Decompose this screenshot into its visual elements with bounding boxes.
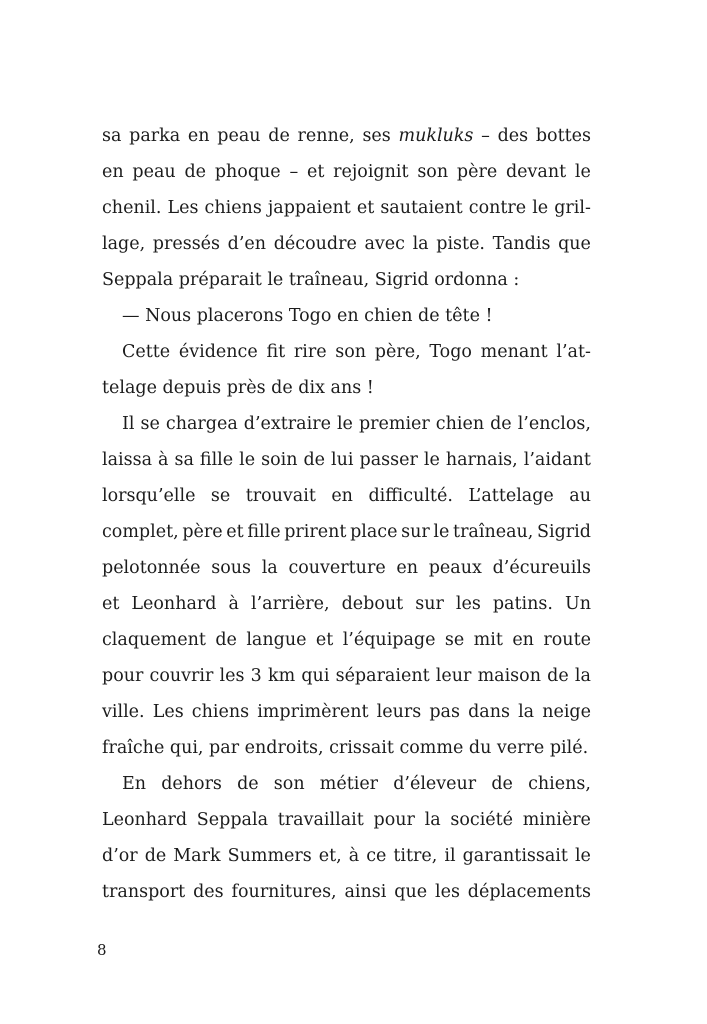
text-line: [102, 370, 591, 406]
word: fraîche qui, par endroits, crissait comme du verre pilé.: [102, 738, 589, 758]
word: de: [144, 846, 167, 866]
word: complet,: [102, 522, 179, 542]
word: trouvait: [245, 486, 316, 506]
word: et: [102, 594, 120, 614]
word: km: [267, 666, 296, 686]
word: pelotonnée: [102, 558, 201, 578]
word: des: [193, 882, 224, 902]
word: pressés: [152, 234, 221, 254]
word: métier: [319, 774, 379, 794]
word: titre,: [393, 846, 438, 866]
word: rire: [293, 342, 327, 362]
word: d’en: [227, 234, 267, 254]
word: de: [268, 126, 290, 146]
word: dans: [468, 702, 510, 722]
word: sautaient: [380, 198, 463, 218]
text-line: [102, 118, 591, 154]
text-line: [102, 694, 591, 730]
word: traîneau,: [453, 522, 534, 542]
word: le: [433, 522, 450, 542]
word: avec: [364, 234, 405, 254]
word: pour: [373, 810, 415, 830]
word: en: [396, 558, 419, 578]
word: d’or: [102, 846, 138, 866]
word: renne,: [297, 126, 355, 146]
word: bottes: [535, 126, 591, 146]
word: Leonhard: [102, 810, 188, 830]
word: l’at-: [556, 342, 591, 362]
word: chargea: [165, 414, 238, 434]
word: maison: [477, 666, 541, 686]
word: d’éleveur: [393, 774, 477, 794]
text-line: [102, 262, 591, 298]
word: Un: [564, 594, 591, 614]
text-line: [102, 442, 591, 478]
word: –: [481, 126, 490, 146]
word: Mark: [173, 846, 221, 866]
word: Tandis: [492, 234, 551, 254]
word: ce: [366, 846, 387, 866]
word: devant: [505, 162, 567, 182]
word: sur: [401, 522, 430, 542]
text-line: [102, 586, 591, 622]
page-number: 8: [97, 941, 107, 959]
word: chiens: [204, 198, 262, 218]
word: –: [289, 162, 299, 182]
word: et: [315, 630, 334, 650]
word: pour: [102, 666, 144, 686]
word: passer: [359, 450, 418, 470]
text-line: [102, 766, 591, 802]
text-line: [102, 334, 591, 370]
word: de: [491, 774, 513, 794]
word: fille: [199, 450, 234, 470]
word: chien: [435, 414, 485, 434]
word: sa: [174, 450, 194, 470]
word: ville.: [102, 702, 145, 722]
word: chenil.: [102, 198, 162, 218]
word: le: [423, 450, 440, 470]
word: père,: [374, 342, 421, 362]
word: difficulté.: [368, 486, 453, 506]
word: telage depuis près de dix ans !: [102, 378, 374, 398]
word: la: [424, 810, 441, 830]
word: les: [434, 882, 460, 902]
word: de: [237, 774, 259, 794]
word: la: [574, 666, 591, 686]
word: dehors: [161, 774, 222, 794]
word: couvrir: [149, 666, 214, 686]
word: déplacements: [467, 882, 591, 902]
word: se: [140, 414, 160, 434]
word: l’arrière,: [250, 594, 330, 614]
word: Summers: [227, 846, 312, 866]
word: et: [306, 162, 325, 182]
word: société: [450, 810, 514, 830]
word: ainsi: [344, 882, 387, 902]
word: de: [215, 630, 237, 650]
word: Seppala préparait le traîneau, Sigrid ordonna :: [102, 270, 520, 290]
word: phoque: [214, 162, 281, 182]
text-line: [102, 190, 591, 226]
word: fournitures,: [231, 882, 337, 902]
word: sous: [211, 558, 251, 578]
text-line: [102, 478, 591, 514]
word: les: [219, 666, 245, 686]
word: place: [350, 522, 398, 542]
word: l’enclos,: [517, 414, 591, 434]
word: langue: [246, 630, 307, 650]
word: le: [574, 162, 591, 182]
text-line: [102, 874, 591, 910]
word: le: [574, 846, 591, 866]
word: soin: [261, 450, 298, 470]
word: prirent: [284, 522, 347, 542]
word: travaillait: [277, 810, 364, 830]
word: transport: [102, 882, 186, 902]
word: son: [417, 162, 449, 182]
word: peau: [132, 162, 176, 182]
word: chiens,: [528, 774, 591, 794]
word: menant: [480, 342, 548, 362]
word: découdre: [273, 234, 357, 254]
word: les: [455, 594, 481, 614]
word: parka: [129, 126, 181, 146]
text-line: [102, 298, 591, 334]
word: imprimèrent: [257, 702, 369, 722]
word: évidence: [178, 342, 258, 362]
word: l’aidant: [523, 450, 591, 470]
word: Togo: [429, 342, 472, 362]
text-line: [102, 730, 591, 766]
text-line: [102, 658, 591, 694]
word: jappaient: [267, 198, 351, 218]
word: rejoignit: [333, 162, 409, 182]
word: couverture: [288, 558, 386, 578]
word: laissa: [102, 450, 153, 470]
word: et: [356, 198, 375, 218]
word: Leonhard: [131, 594, 217, 614]
word: son: [335, 342, 367, 362]
word: que: [558, 234, 591, 254]
word: En: [122, 774, 147, 794]
word: peaux: [428, 558, 482, 578]
word: à: [348, 846, 360, 866]
word: de: [184, 162, 207, 182]
word: peau: [217, 126, 261, 146]
word: gril-: [554, 198, 591, 218]
word: sur: [415, 594, 444, 614]
word: en: [331, 486, 353, 506]
page-body: [102, 118, 591, 910]
word: garantissait: [462, 846, 568, 866]
word: qui: [301, 666, 330, 686]
text-line: [102, 406, 591, 442]
word: la: [412, 234, 429, 254]
word: ses: [362, 126, 391, 146]
word: Les: [152, 702, 184, 722]
word: minière: [522, 810, 591, 830]
word: lage,: [102, 234, 146, 254]
word: père: [456, 162, 498, 182]
word: debout: [341, 594, 404, 614]
word: d’extraire: [243, 414, 331, 434]
word: de: [547, 666, 569, 686]
word: que: [394, 882, 428, 902]
word: pas: [429, 702, 460, 722]
word: la: [261, 558, 278, 578]
word: claquement: [102, 630, 206, 650]
word: leur: [435, 666, 472, 686]
word: en: [512, 630, 534, 650]
word: contre: [468, 198, 527, 218]
word: Il: [122, 414, 135, 434]
word: mit: [473, 630, 503, 650]
word: leurs: [376, 702, 422, 722]
word: mukluks: [398, 126, 474, 146]
word: des: [497, 126, 529, 146]
word: père: [182, 522, 223, 542]
text-line: [102, 514, 591, 550]
text-line: [102, 154, 591, 190]
word: lui: [331, 450, 354, 470]
word: à: [228, 594, 239, 614]
text-line: [102, 838, 591, 874]
word: de: [490, 414, 512, 434]
word: fille: [247, 522, 281, 542]
word: piste.: [436, 234, 485, 254]
word: et: [226, 522, 244, 542]
text-line: [102, 622, 591, 658]
word: — Nous placerons Togo en chien de tête !: [122, 306, 493, 326]
word: de: [303, 450, 326, 470]
text-line: [102, 802, 591, 838]
word: séparaient: [335, 666, 430, 686]
word: harnais,: [445, 450, 518, 470]
word: sa: [102, 126, 122, 146]
word: 3: [250, 666, 262, 686]
word: chiens: [191, 702, 250, 722]
word: se: [210, 486, 231, 506]
word: se: [444, 630, 465, 650]
word: route: [543, 630, 591, 650]
word: patins.: [492, 594, 553, 614]
word: lorsqu’elle: [102, 486, 196, 506]
word: la: [518, 702, 535, 722]
word: le: [239, 450, 256, 470]
word: neige: [542, 702, 591, 722]
word: Les: [167, 198, 199, 218]
word: en: [102, 162, 124, 182]
word: au: [569, 486, 591, 506]
word: Seppala: [196, 810, 269, 830]
word: d’écureuils: [492, 558, 591, 578]
word: le: [336, 414, 353, 434]
text-line: [102, 550, 591, 586]
word: l’équipage: [342, 630, 436, 650]
word: son: [273, 774, 305, 794]
text-line: [102, 226, 591, 262]
word: le: [532, 198, 549, 218]
word: L’attelage: [468, 486, 554, 506]
word: en: [187, 126, 210, 146]
word: il: [444, 846, 456, 866]
word: premier: [358, 414, 430, 434]
word: fit: [266, 342, 286, 362]
word: et,: [318, 846, 342, 866]
word: Cette: [122, 342, 171, 362]
word: Sigrid: [537, 522, 591, 542]
word: à: [158, 450, 169, 470]
